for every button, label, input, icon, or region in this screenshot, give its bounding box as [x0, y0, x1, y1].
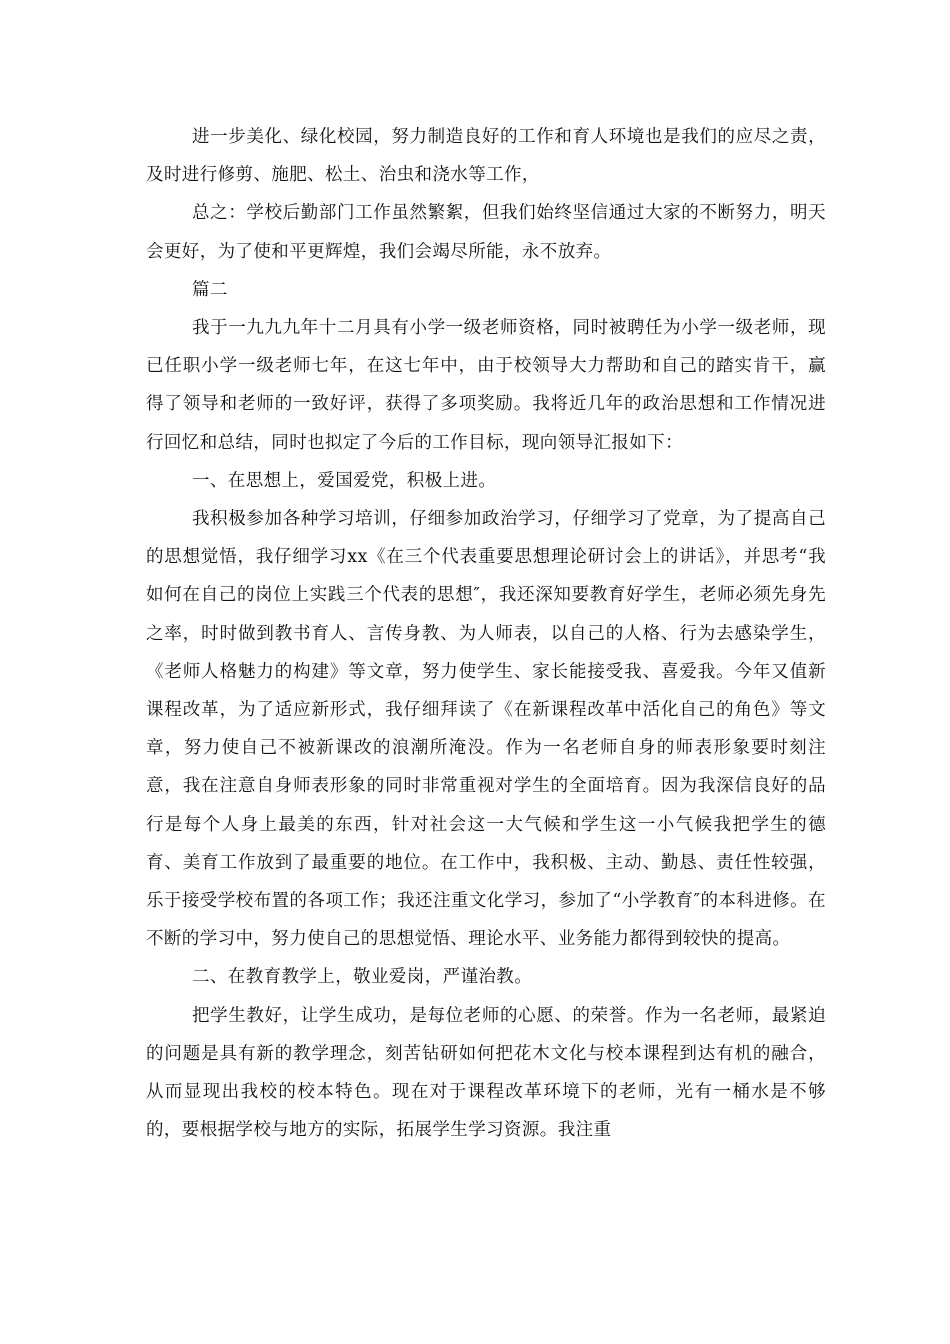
document-body [146, 118, 826, 1149]
heading-teaching: 二、在教育教学上，敬业爱岗，严谨治教。 [192, 967, 533, 988]
paragraph-conclusion: 总之：学校后勤部门工作虽然繁絮，但我们始终坚信通过大家的不断努力，明天会更好，为了使和平更辉煌，我们会竭尽所能，永不放弃。 [146, 203, 826, 262]
paragraph-greening: 进一步美化、绿化校园，努力制造良好的工作和育人环境也是我们的应尽之责，及时进行修剪、施肥、松土、治虫和浇水等工作， [146, 127, 826, 186]
paragraph-ideology: 我积极参加各种学习培训，仔细参加政治学习，仔细学习了党章，为了提高自己的思想觉悟，我仔细学习xx《在三个代表重要思想理论研讨会上的讲话》，并思考“我如何在自己的岗位上实践三个代表的思想″，我还深知要教育好学生，老师必须先身先之率，时时做到教书育人、言传身教、为人师表，以自己的人格、行为去感染学生，《老师人格魅力的构建》等文章，努力使学生、家长能接受我、喜爱我。今年又值新课程改革，为了适应新形式，我仔细拜读了《在新课程改革中活化自己的角色》等文章，努力使自己不被新课改的浪潮所淹没。作为一名老师自身的师表形象要时刻注意，我在注意自身师表形象的同时非常重视对学生的全面培育。因为我深信良好的品行是每个人身上最美的东西，针对社会这一大气候和学生这一小气候我把学生的德育、美育工作放到了最重要的地位。在工作中，我积极、主动、勤恳、责任性较强，乐于接受学校布置的各项工作；我还注重文化学习，参加了“小学教育″的本科进修。在不断的学习中，努力使自己的思想觉悟、理论水平、业务能力都得到较快的提高。 [146, 509, 826, 950]
heading-ideology: 一、在思想上，爱国爱党，积极上进。 [192, 470, 497, 491]
paragraph-teaching: 把学生教好，让学生成功，是每位老师的心愿、的荣誉。作为一名老师，最紧迫的问题是具有新的教学理念，刻苦钻研如何把花木文化与校本课程到达有机的融合，从而显现出我校的校本特色。现在对于课程改革环境下的老师，光有一桶水是不够的，要根据学校与地方的实际，拓展学生学习资源。我注重 [146, 1005, 826, 1141]
paragraph-introduction: 我于一九九九年十二月具有小学一级老师资格，同时被聘任为小学一级老师，现已任职小学一级老师七年，在这七年中，由于校领导大力帮助和自己的踏实肯干，赢得了领导和老师的一致好评，获得了多项奖励。我将近几年的政治思想和工作情况进行回忆和总结，同时也拟定了今后的工作目标，现向领导汇报如下： [146, 318, 826, 453]
section-heading-part-two: 篇二 [192, 279, 228, 300]
